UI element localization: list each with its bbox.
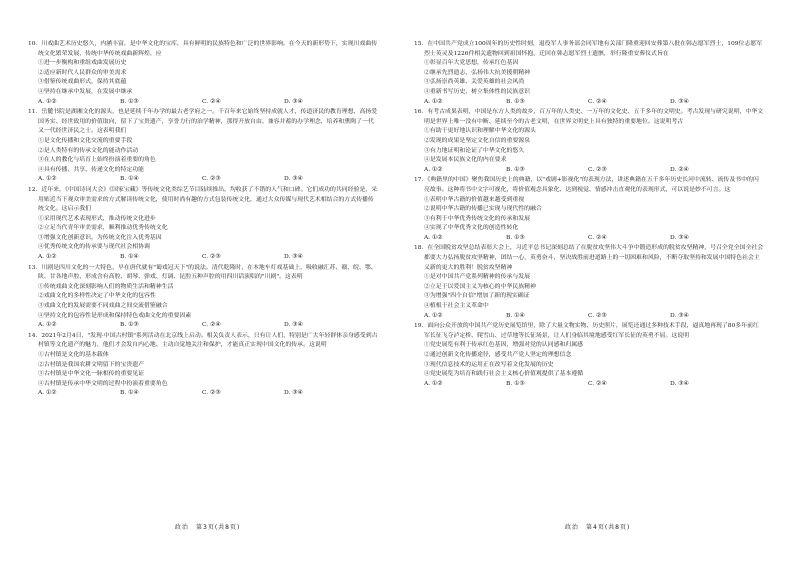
answer-options xyxy=(28,389,378,399)
statement-item: ①彰显百年大党思想，传承红色基因 xyxy=(424,60,519,67)
statement-item: ①是对中国共产党系列精神的传承与发展 xyxy=(424,274,531,281)
question-stem: 14．2021年2月4日，"发现·中国古村镇"系列活动在北京线上启动。相关负责人表示，只有让人们，特别是广大年轻群体亲身感受到古村镇等文化遗产的魅力，他们才会发自内心地、主动自觉地关注和保护，才能真正实现中国文化的传承。这说明 xyxy=(28,332,378,349)
answer-options xyxy=(28,175,378,185)
question-block xyxy=(414,176,764,243)
answer-option: A. ①② xyxy=(38,322,57,329)
answer-option: A. ①② xyxy=(424,312,443,319)
answer-options xyxy=(414,312,764,322)
answer-option: D. ③④ xyxy=(670,98,689,105)
statement-item: ③现代信息技术的运用正在改写着文化发展的历史 xyxy=(424,361,554,368)
statement-item: ①党史展览有利于传承红色基因，增强对党的认同感和归属感 xyxy=(424,342,584,349)
answer-option: C. ②③ xyxy=(588,312,607,319)
answer-option: B. ①④ xyxy=(120,176,139,183)
statement-item: ②戏曲文化的多样性决定了中华文化的包容性 xyxy=(38,293,156,300)
statement-item: ③在人的教化与培育上始终扮演着重要的角色 xyxy=(38,157,156,164)
answer-options xyxy=(414,380,764,390)
question-block xyxy=(28,108,378,185)
question-block xyxy=(28,332,378,399)
answer-options xyxy=(28,98,378,108)
answer-option: B. ①④ xyxy=(120,254,139,261)
statement-item: ④古村镇是传承中华文明的过程中扮演着重要角色 xyxy=(38,380,168,387)
answer-options xyxy=(414,166,764,176)
statement-item: ②继承先烈遗志，弘扬伟大抗美援朝精神 xyxy=(424,69,531,76)
statement-item: ③有力地证明和论证了中华文化的悠久 xyxy=(424,147,525,154)
statement-item: ③弘扬崇尚英雄、关爱英雄的社会风尚 xyxy=(424,79,525,86)
answer-option: A. ①② xyxy=(38,176,57,183)
answer-option: A. ①② xyxy=(38,390,57,397)
answer-option: C. ②③ xyxy=(202,254,221,261)
statement-item: ④坚持文化的包容性是形成和保持特色戏曲文化的重要因素 xyxy=(38,312,192,319)
statement-item: ②通过创新文化传播途径，感受共产党人坚定的理想信念 xyxy=(424,352,572,358)
answer-option: D. ③④ xyxy=(284,254,303,261)
answer-option: A. ①② xyxy=(424,98,443,105)
statement-item: ②是人类特有的传承文化的能动作活动 xyxy=(38,147,139,154)
answer-option: C. ②④ xyxy=(202,98,221,105)
answer-option: C. ②④ xyxy=(588,234,607,241)
statement-item: ④实现了中华优秀文化的创造性转化 xyxy=(424,225,519,232)
question-stem: 17．《典籍里的中国》聚焦我国历史上的典籍，以"戏剧+影视化"的表现方法，讲述典籍在五千多年历史长河中流转、流传及书中的闪亮故事。这种将书中文字可视化，将价值观念具象化、达到视觉、情感冲击直观化的表现形式，可以说是妙不可言。这 xyxy=(414,177,759,193)
answer-option: B. ①③ xyxy=(506,98,525,105)
answer-option: D. ③④ xyxy=(284,98,303,105)
question-block xyxy=(414,108,764,175)
statement-item: ②立足当代青年审美需求，顺利推动优秀传统文化 xyxy=(38,225,168,232)
question-block xyxy=(414,322,764,389)
statement-item: ③增强文化创新意识，为传统文化注入优秀基因 xyxy=(38,234,162,241)
answer-option: C. ②④ xyxy=(588,98,607,105)
statement-item: ④具有传播、共享、传递文化的特定功能 xyxy=(38,166,145,173)
statement-item: ③有利于中华优秀传统文化的传承和发展 xyxy=(424,215,531,222)
answer-option: B. ①③ xyxy=(120,322,139,329)
answer-option: A. ①② xyxy=(38,254,57,261)
answer-option: B. ①③ xyxy=(506,380,525,387)
statement-item: ①表明中华古籍的价值越来越受到重视 xyxy=(424,196,525,203)
statement-item: ④党史展览为培育和践行社会主义核心价值观提供了基本遵循 xyxy=(424,371,584,378)
answer-options xyxy=(414,234,764,244)
statement-item: ③戏曲文化的发展需要不同戏曲之间交流借鉴融合 xyxy=(38,303,168,310)
statement-item: ②适应新时代人民群众的审美需求 xyxy=(38,69,127,76)
answer-option: A. ①② xyxy=(424,234,443,241)
left-column xyxy=(28,40,378,400)
question-block xyxy=(28,40,378,107)
statement-item: ④重新书写历史，树立集体性的民族意识 xyxy=(424,88,531,95)
statement-item: ①有助于更好地认识和理解中华文化的源头 xyxy=(424,128,536,135)
statement-item: ②立足于以爱国主义为核心的中华民族精神 xyxy=(424,283,536,290)
question-block xyxy=(28,264,378,331)
statement-item: ②说明中华古籍的传播已实现与现代性的融合 xyxy=(424,206,542,213)
right-column xyxy=(414,40,764,390)
answer-option: B. ①④ xyxy=(120,390,139,397)
answer-option: D. ③④ xyxy=(284,176,303,183)
page-footer-right: 政治 第4页(共8页) xyxy=(565,524,631,531)
answer-option: C. ②③ xyxy=(588,166,607,173)
statement-item: ③借鉴传统戏曲形式，保持其底蕴 xyxy=(38,79,127,86)
answer-option: B. ①③ xyxy=(120,98,139,105)
answer-option: C. ②③ xyxy=(202,176,221,183)
statement-item: ①传统戏曲文化深刻影响人们的物质生活和精神生活 xyxy=(38,283,174,290)
question-stem: 10．川戏曲艺术历史悠久，内涵丰富，是中华文化的宝库，具有鲜明的民族特色和广泛的世界影响。在今天的新形势下，实现川戏曲传统文化繁荣发展，传统中华传统戏曲新辉煌，应 xyxy=(28,41,378,57)
answer-option: D. ③④ xyxy=(284,322,303,329)
answer-option: D. ③④ xyxy=(670,380,689,387)
question-stem: 15．在中国共产党成立100周年的历史性时刻，退役军人事务部会同军地有关部门隆重迎回安葬第八批在韩志愿军烈士，109位志愿军烈士英灵及1226件相关遗物回到祖国怀抱。迁回在韩志愿军烈士遗骸，举行隆重安葬仪式旨在 xyxy=(414,41,763,57)
answer-options xyxy=(28,321,378,331)
answer-option: A. ①② xyxy=(424,166,443,173)
statement-item: ②发现的成果是坚定文化自信的重要源泉 xyxy=(424,137,531,144)
question-block xyxy=(414,40,764,107)
statement-item: ①古村镇是文化的基本载体 xyxy=(38,352,109,358)
question-stem: 12．近年来，《中国诗词大会》《国家宝藏》等传统文化类综艺节目陆续推出，均收获了不错的人气和口碑。它们成功的共同经验是，采用贴近当下观众审美需求的方式解读传统文化，使用时尚有趣的方式包装传统文化，通过大众传媒与现代艺术相结合的方式传播传统文化。这启示我们 xyxy=(28,186,378,213)
answer-option: D. ③④ xyxy=(670,234,689,241)
question-stem: 13．川剧是四川文化的一大特色，早在唐代就有"蜀戏冠天下"的说法。清代乾隆时，在本地车灯戏基础上，吸收融汇苏、赣、皖、鄂、陕、甘各地声腔，形成含有高腔、胡琴、弹戏、灯调、昆腔五种声腔的用四川话演唱的"川剧"。这表明 xyxy=(28,264,377,281)
answer-option: C. ②④ xyxy=(588,380,607,387)
statement-item: ④植根于社会主义革命中 xyxy=(424,303,489,310)
answer-options xyxy=(28,253,378,263)
statement-item: ③为增强"四个自信"增加了新的现实确证 xyxy=(424,293,530,300)
question-stem: 18．在全国脱贫攻坚总结表彰大会上，习近平总书记深刻总结了在脱贫攻坚伟大斗争中锻造形成的脱贫攻坚精神，号召全党全国全社会都要大力弘扬脱贫攻坚精神，团结一心，英勇奋斗，坚决战胜前进道路上的一切困难和风险，不断夺取坚持和发展中国特色社会主义新的更大的胜利！脱贫攻坚精神 xyxy=(414,245,764,271)
answer-option: C. ②④ xyxy=(202,322,221,329)
question-stem: 11．岳麓书院是湖湘文化的源头，也是延续千年办学的最古老学府之一。千百年来它始终坚持成就人才，传道济民的教育理想，高扬爱国务实、经世致用的价值取向，留下了宝贵遗产，享誉力行的治学精神，那得开放自由、兼容并蓄的办学理念，培养和熏陶了一代又一代经世济民之士。这表明我们 xyxy=(28,109,378,135)
statement-item: ②古村镇是我国农耕文明留下的宝贵遗产 xyxy=(38,361,145,368)
answer-option: B. ①③ xyxy=(506,166,525,173)
answer-option: B. ①④ xyxy=(506,312,525,319)
page-footer-left: 政治 第3页(共8页) xyxy=(175,524,241,531)
answer-options xyxy=(414,98,764,108)
answer-option: A. ①② xyxy=(38,98,57,105)
answer-option: A. ①② xyxy=(424,380,443,387)
question-stem: 16．有考古成果表明，中国是东方人类的故乡，百万年的人类史、一万年的文化史、五千多年的文明史。考古发现与研究说明，中华文明是世界上唯一没有中断、延续至今的古老文明，在世界文明史上具有独特的重要地位。这说明考古 xyxy=(414,109,764,125)
statement-item: ①采用现代艺术表现形式，推动传统文化进步 xyxy=(38,215,156,222)
question-block xyxy=(414,244,764,321)
statement-item: ①进一步衡构和重组戏曲发展历史 xyxy=(38,60,127,67)
answer-option: B. ①③ xyxy=(506,234,525,241)
statement-item: ④是发展本民族文化的内在要求 xyxy=(424,157,507,164)
question-stem: 19．面向公众开放的中国共产党历史展览馆里，除了大量文物实物、历史照片，展览还通过多种技术手段，逼真地再现了80多年前红军长征飞夺泸定桥、爬雪山、过草地等长征场景，让人们身临其境地感受红军长征的英勇不屈。这说明 xyxy=(414,323,759,339)
statement-item: ④坚持在继承中发展，在发展中继承 xyxy=(38,88,133,95)
statement-item: ③古村镇是中华文化一脉相传的重要见证 xyxy=(38,371,145,378)
question-block xyxy=(28,186,378,263)
answer-option: D. ③④ xyxy=(284,390,303,397)
answer-option: D. ②④ xyxy=(670,166,689,173)
answer-option: D. ③④ xyxy=(670,312,689,319)
statement-item: ④优秀传统文化的传承要与现代社会相协调 xyxy=(38,244,150,251)
answer-option: C. ②③ xyxy=(202,390,221,397)
statement-item: ①是文化传播和文化交流的重要手段 xyxy=(38,137,133,144)
